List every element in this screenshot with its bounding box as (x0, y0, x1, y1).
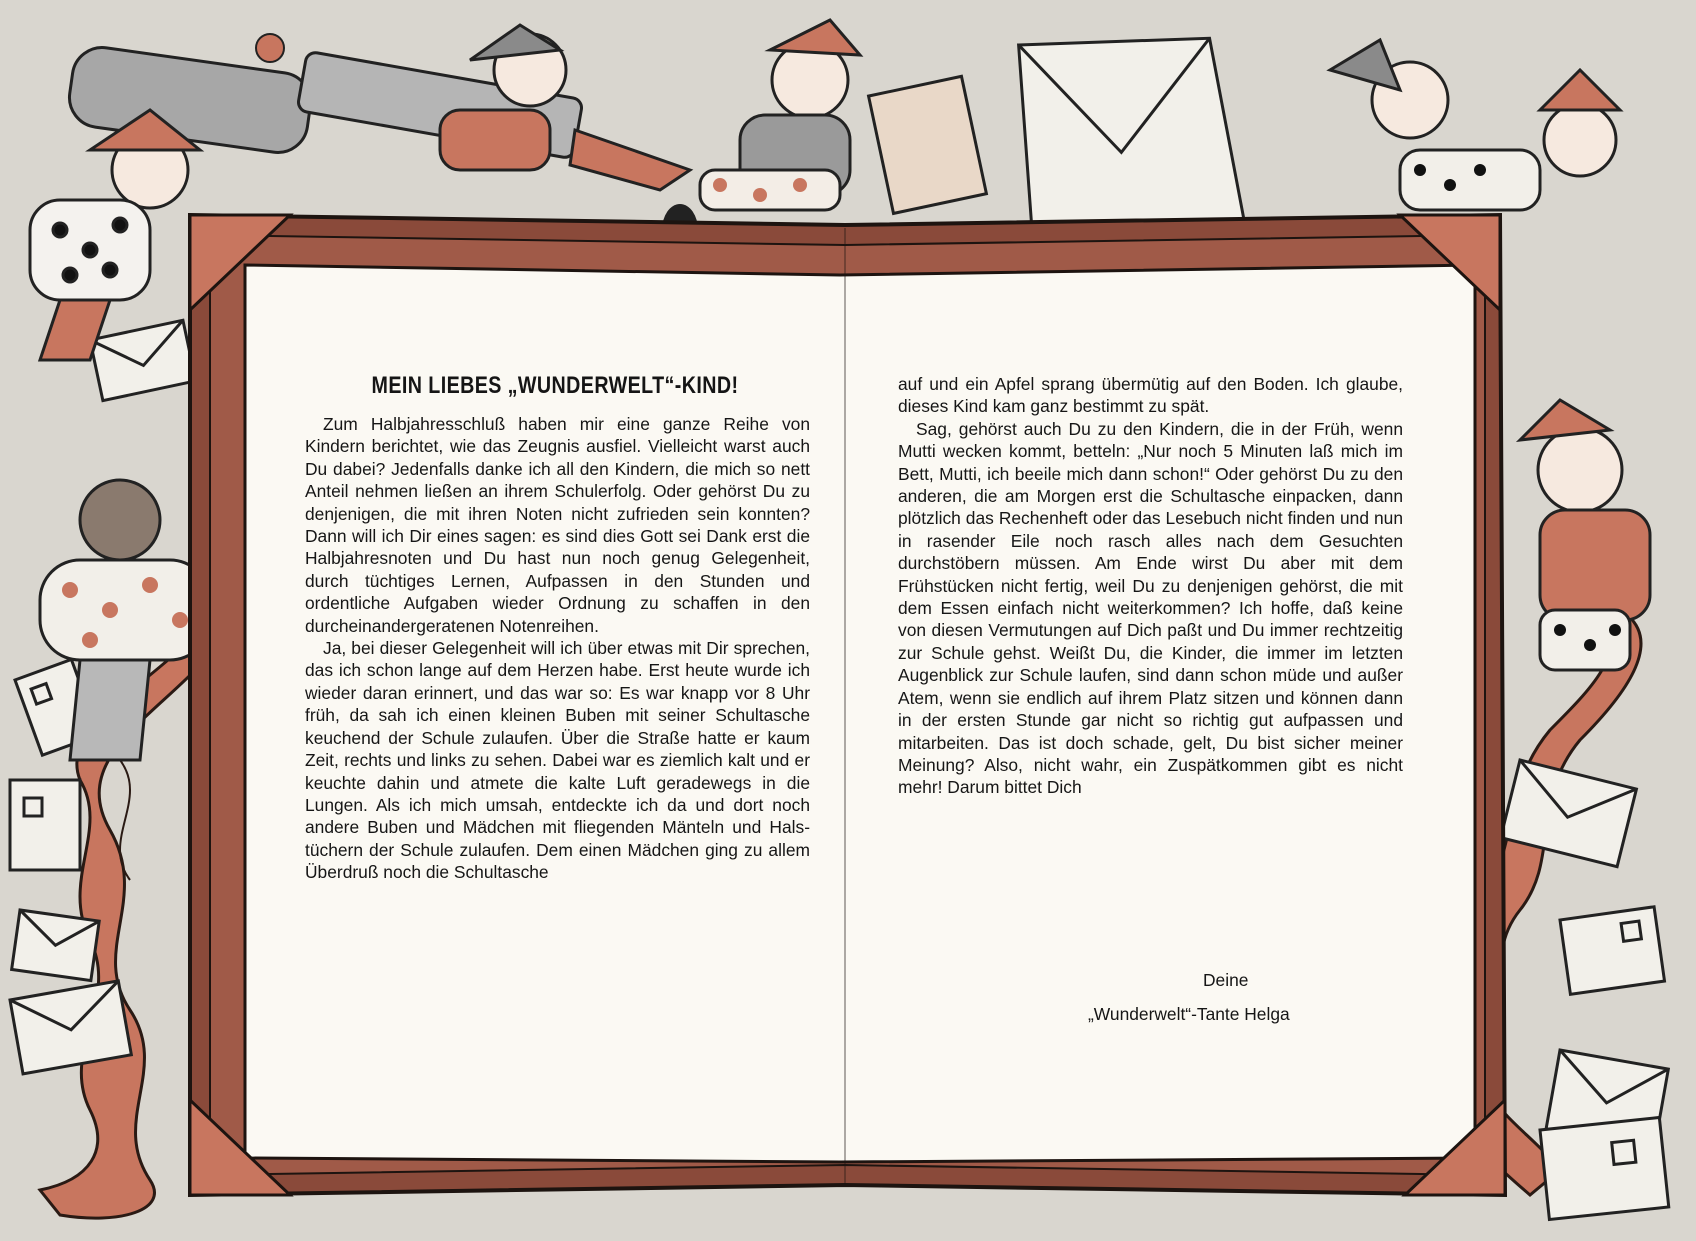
letter-left-column (305, 413, 810, 884)
letter-paragraph: Zum Halbjahresschluß haben mir eine ganze Reihe von Kindern berichtet, wie das Zeugnis ausfiel. Vielleicht warst auch Du dabei? Jedenfalls danke ich all den Kindern, die mich so nett Anteil nehmen ließen an ihrem Schulerfolg. Oder gehörst Du zu denjenigen, die mit ihren Noten nicht zufrieden sein konnten? Dann will ich Dir eines sagen: es sind dies Gott sei Dank erst die Halbjahresnoten und Du hast nun noch genug Gelegenheit, durch tüchtiges Lernen, Aufpassen in den Stunden und ordentliche Aufgaben wieder Ordnung zu schaffen in den durcheinandergeratenen Notenreihen. (305, 414, 810, 636)
letter-paragraph: Sag, gehörst auch Du zu den Kindern, die in der Früh, wenn Mutti wecken kommt, betteln: „Nur noch 5 Minuten laß mich im Bett, Mutti, ich beeile mich dann schon!“ Oder gehörst Du zu den anderen, die am Morgen erst die Schultasche einpacken, dann plötzlich das Rechenheft oder das Lesebuch nicht finden und nun in rasender Eile noch rasch alles nach dem Gesuchten durchstöbern müssen. Am Ende wirst Du aber mit dem Frühstücken nicht fertig, weil Du zu denjenigen gehörst, die mit dem Essen einfach nicht weiterkommen? Ich hoffe, daß keine von diesen Vermutungen auf Dich paßt und Du immer rechtzeitig zur Schule gehst. Weißt Du, die Kinder, die immer im letzten Augenblick zur Schule laufen, sind dann schon müde und außer Atem, wenn sie endlich auf ihrem Platz sitzen und können dann in der ersten Stunde gar nicht so richtig gut aufpassen und mitarbeiten. Das ist doch schade, gelt, Du bist sicher meiner Meinung? Also, nicht wahr, ein Zuspätkommen gibt es nicht mehr! Darum bittet Dich (898, 418, 1403, 798)
letter-paragraph: auf und ein Apfel sprang übermütig auf den Boden. Ich glaube, dieses Kind kam ganz bestimmt zu spät. (898, 374, 1403, 417)
signoff-signature: „Wunderwelt“-Tante Helga (1088, 1004, 1290, 1024)
letter-right-column (898, 373, 1403, 799)
letter-heading: MEIN LIEBES „WUNDERWELT“-KIND! (371, 372, 739, 399)
letter-paragraph: Ja, bei dieser Gelegenheit will ich über etwas mit Dir sprechen, das ich schon lange auf dem Herzen habe. Erst heute wurde ich wieder daran erinnert, und das war so: Es war knapp vor 8 Uhr früh, da sah ich einen kleinen Buben mit seiner Schultasche keuchend der Schule zulaufen. Über die Straße hatte er kaum Zeit, rechts und links zu sehen. Dabei war es ziemlich kalt und er keuchte dahin und atmete die kalte Luft geradewegs in die Lungen. Als ich mich umsah, entdeckte ich da und dort noch andere Buben und Mädchen mit fliegenden Mänteln und Halstüchern der Schule zulaufen. Dem einen Mädchen ging zu allem Überdruß noch die Schultasche (305, 638, 810, 883)
signoff-greeting: Deine (1203, 970, 1249, 990)
